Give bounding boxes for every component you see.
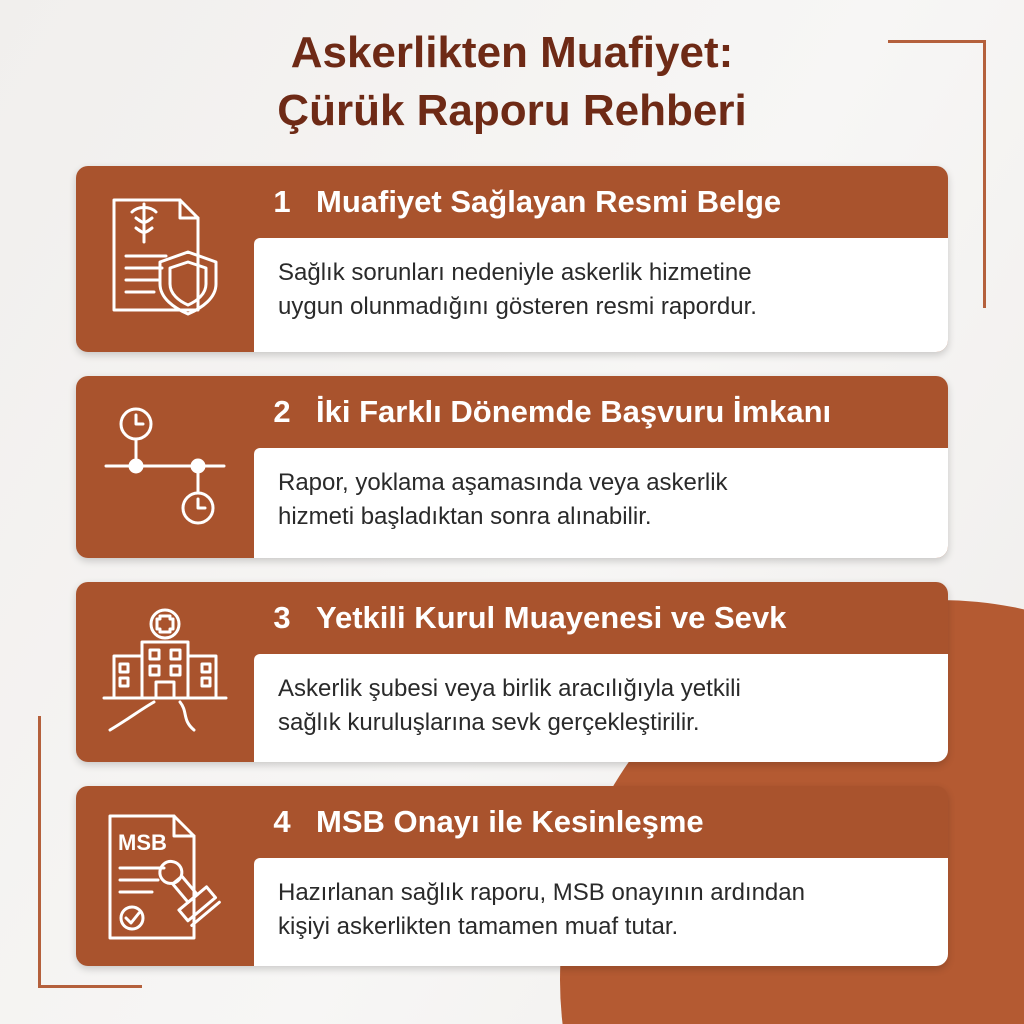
step-4-number: 4 — [273, 804, 291, 839]
step-3-number: 3 — [273, 600, 291, 635]
page-title — [0, 24, 1024, 140]
hospital-building-icon — [100, 606, 230, 736]
step-2-icon-area — [76, 376, 254, 558]
step-4-heading: MSB Onayı ile Kesinleşme — [316, 804, 704, 839]
step-4-icon-area — [76, 786, 254, 966]
step-1-text-line-1: Sağlık sorunları nedeniyle askerlik hizmetine — [278, 259, 752, 286]
step-1-description — [254, 238, 948, 352]
step-4-text-line-1: Hazırlanan sağlık raporu, MSB onayının ardından — [278, 879, 805, 906]
step-2-description — [254, 448, 948, 558]
step-card-1 — [76, 166, 948, 352]
step-card-2 — [76, 376, 948, 558]
step-2-text-line-2: hizmeti başladıktan sonra alınabilir. — [278, 503, 652, 530]
title-line-1: Askerlikten Muafiyet: — [290, 28, 734, 77]
msb-label: MSB — [118, 830, 167, 855]
step-2-text-line-1: Rapor, yoklama aşamasında veya askerlik — [278, 469, 728, 496]
step-card-3 — [76, 582, 948, 762]
step-1-text-line-2: uygun olunmadığını gösteren resmi rapordur. — [278, 293, 757, 320]
step-4-description — [254, 858, 948, 966]
step-3-icon-area — [76, 582, 254, 762]
step-2-number: 2 — [273, 394, 291, 429]
step-4-header — [254, 786, 948, 858]
step-1-number: 1 — [273, 184, 291, 219]
step-3-heading: Yetkili Kurul Muayenesi ve Sevk — [316, 600, 787, 635]
step-2-header — [254, 376, 948, 448]
step-3-text-line-1: Askerlik şubesi veya birlik aracılığıyla yetkili — [278, 675, 741, 702]
step-1-header — [254, 166, 948, 238]
step-card-4 — [76, 786, 948, 966]
stamped-document-icon — [102, 810, 232, 946]
step-3-description — [254, 654, 948, 762]
timeline-clock-icon — [100, 402, 230, 532]
step-1-icon-area — [76, 166, 254, 352]
step-2-heading: İki Farklı Dönemde Başvuru İmkanı — [316, 394, 832, 429]
step-3-text-line-2: sağlık kuruluşlarına sevk gerçekleştirilir. — [278, 709, 700, 736]
step-1-heading: Muafiyet Sağlayan Resmi Belge — [316, 184, 782, 219]
step-3-header — [254, 582, 948, 654]
medical-document-shield-icon — [102, 192, 232, 322]
title-line-2: Çürük Raporu Rehberi — [277, 86, 747, 135]
step-4-text-line-2: kişiyi askerlikten tamamen muaf tutar. — [278, 913, 679, 940]
